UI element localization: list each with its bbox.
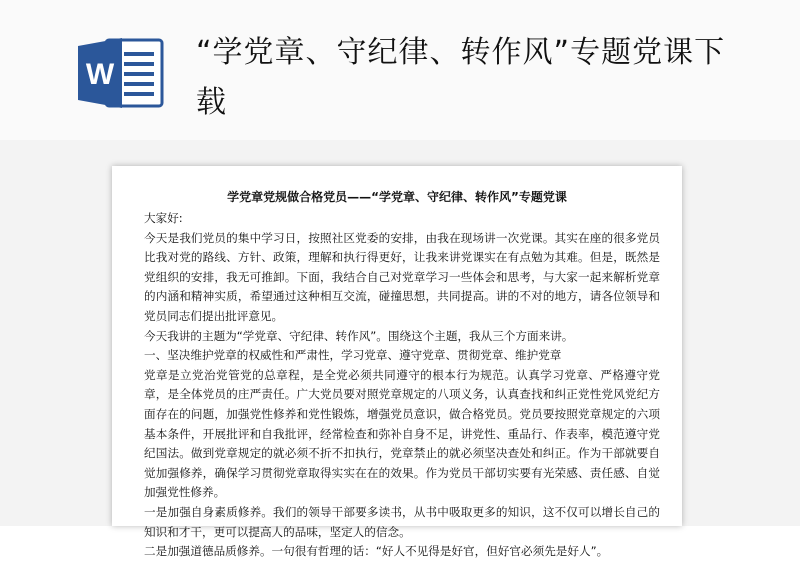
page-title: “学党章、守纪律、转作风”专题党课下载 (196, 35, 726, 120)
page-header (0, 0, 800, 140)
document-page (112, 166, 682, 559)
body-paragraph: 今天是我们党员的集中学习日，按照社区党委的安排，由我在现场讲一次党课。其实在座的很多党员比我对党的路线、方针、政策，理解和执行得更好，让我来讲党课实在有点勉为其难。但是，既然是党组织的安排，我无可推卸。下面，我结合自己对党章学习一些体会和思考，与大家一起来解析党章的内涵和精神实质，希望通过这种相互交流，碰撞思想，共同提高。讲的不对的地方，请各位领导和党员同志们提出批评意见。 (144, 230, 660, 323)
document-preview-area (0, 140, 800, 559)
word-icon-letter: W (85, 58, 115, 91)
document-title: 学党章党规做合格党员——“学党章、守纪律、转作风”专题党课 (227, 190, 567, 204)
body-paragraph: 一是加强自身素质修养。我们的领导干部要多读书，从书中吸取更多的知识，这不仅可以增长自己的知识和才干，更可以提高人的品味，坚定人的信念。 (144, 504, 660, 539)
body-paragraph: 党章是立党治党管党的总章程，是全党必须共同遵守的根本行为规范。认真学习党章、严格遵守党章，是全体党员的庄严责任。广大党员要对照党章规定的八项义务，认真查找和纠正党性党风党纪方面存在的问题，加强党性修养和党性锻炼，增强党员意识，做合格党员。党员要按照党章规定的六项基本条件，开展批评和自我批评，经常检查和弥补自身不足，讲党性、重品行、作表率，模范遵守党纪国法。做到党章规定的就必须不折不扣执行，党章禁止的就必须坚决查处和纠正。作为干部就要自觉加强修养，确保学习贯彻党章取得实实在在的效果。作为党员干部切实要有光荣感、责任感、自觉加强党性修养。 (144, 367, 660, 500)
document-body (112, 209, 682, 562)
body-paragraph: 今天我讲的主题为“学党章、守纪律、转作风”。围绕这个主题，我从三个方面来讲。 (144, 328, 574, 343)
greeting-paragraph: 大家好: (144, 211, 183, 225)
body-paragraph: 二是加强道德品质修养。一句很有哲理的话：“好人不见得是好官，但好官必须先是好人”。 (144, 544, 609, 559)
section-heading: 一、坚决维护党章的权威性和严肃性，学习党章、遵守党章、贯彻党章、维护党章 (144, 348, 562, 363)
word-document-icon (76, 32, 166, 112)
